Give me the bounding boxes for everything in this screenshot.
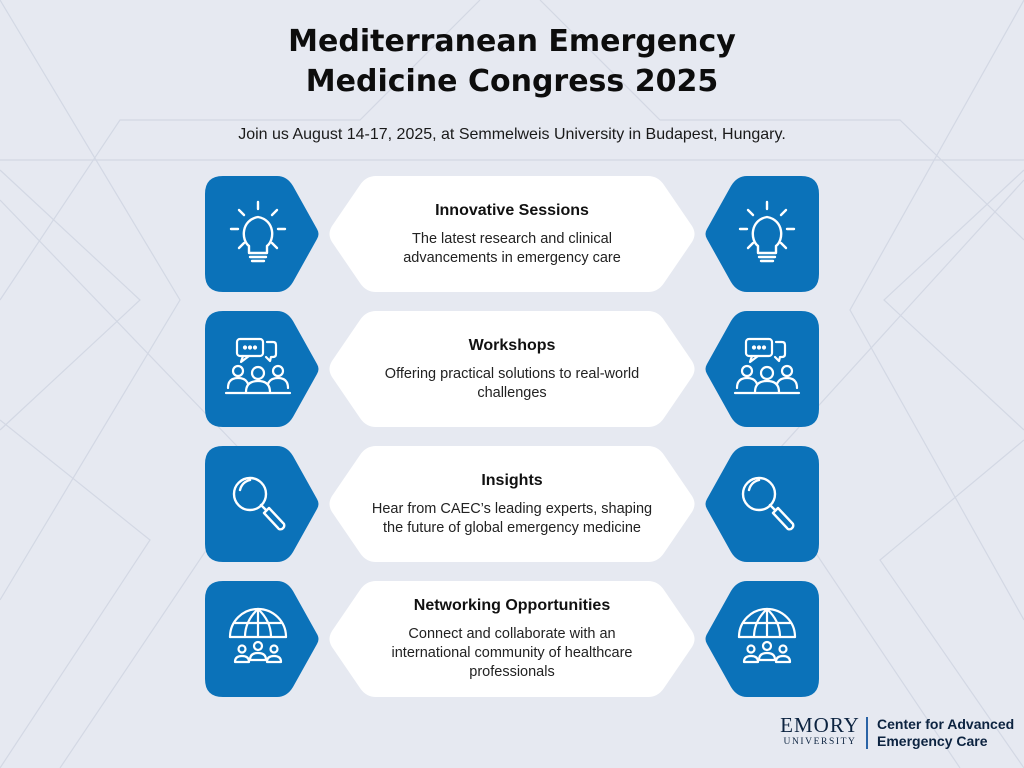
left-icon-tile <box>205 581 319 697</box>
left-icon-tile <box>205 176 319 292</box>
feature-heading: Workshops <box>468 336 556 354</box>
right-icon-tile <box>705 311 819 427</box>
feature-row-networking <box>0 581 1024 697</box>
magnifier-icon <box>223 468 293 538</box>
page-title <box>0 22 1024 102</box>
feature-card <box>318 176 706 292</box>
lightbulb-icon <box>732 198 802 268</box>
caec-wordmark: Center for Advanced Emergency Care <box>877 716 1015 749</box>
right-icon-tile <box>705 581 819 697</box>
footer-logo <box>780 713 1015 754</box>
title-line-1: Mediterranean Emergency <box>288 24 736 59</box>
left-icon-tile <box>205 446 319 562</box>
feature-row-workshops <box>0 311 1024 427</box>
feature-heading: Networking Opportunities <box>413 597 611 614</box>
feature-description: Offering practical solutions to real-world challenges <box>384 365 640 401</box>
group-chat-icon <box>223 333 293 403</box>
feature-heading: Innovative Sessions <box>435 201 589 219</box>
event-subtitle: Join us August 14-17, 2025, at Semmelweis University in Budapest, Hungary. <box>238 126 786 143</box>
global-network-icon <box>223 603 293 673</box>
feature-row-insights <box>0 446 1024 562</box>
feature-description: Connect and collaborate with an international community of healthcare professionals <box>391 626 633 680</box>
right-icon-tile <box>705 176 819 292</box>
feature-card <box>318 446 706 562</box>
feature-card <box>318 581 706 697</box>
feature-row-innovative-sessions <box>0 176 1024 292</box>
feature-description: The latest research and clinical advancements in emergency care <box>403 230 621 266</box>
magnifier-icon <box>732 468 802 538</box>
lightbulb-icon <box>223 198 293 268</box>
feature-card <box>318 311 706 427</box>
feature-heading: Insights <box>481 471 543 489</box>
group-chat-icon <box>732 333 802 403</box>
left-icon-tile <box>205 311 319 427</box>
feature-description: Hear from CAEC’s leading experts, shaping the future of global emergency medicine <box>371 500 653 536</box>
logo-divider <box>866 717 868 749</box>
global-network-icon <box>732 603 802 673</box>
emory-wordmark: EMORY UNIVERSITY <box>780 713 860 747</box>
right-icon-tile <box>705 446 819 562</box>
title-line-2: Medicine Congress 2025 <box>305 64 719 99</box>
